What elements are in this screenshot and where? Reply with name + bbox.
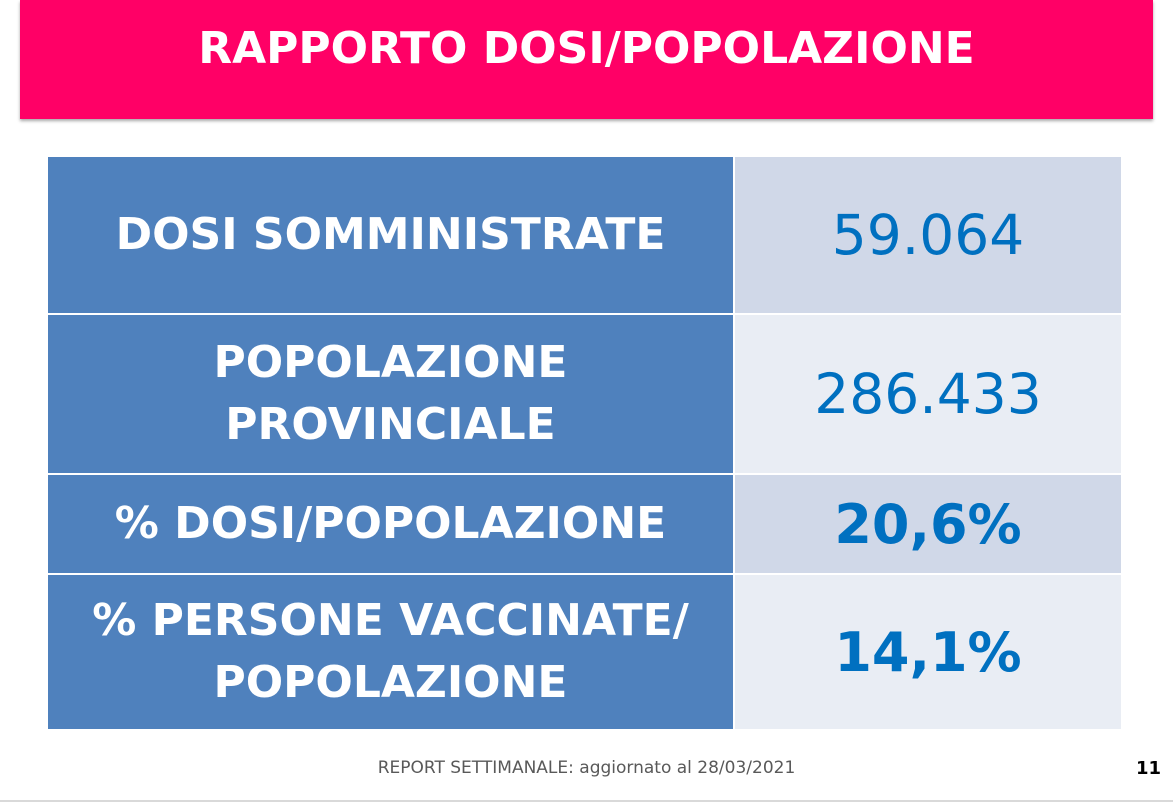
- page-title: RAPPORTO DOSI/POPOLAZIONE: [198, 23, 975, 74]
- table-row-dosi-somministrate: [47, 156, 1122, 314]
- title-bar: [20, 0, 1153, 119]
- row-value: 20,6%: [834, 492, 1022, 556]
- row-value: 286.433: [814, 362, 1042, 426]
- value-cell: [734, 574, 1122, 730]
- value-cell: [734, 474, 1122, 574]
- row-label-line-1: % PERSONE VACCINATE/: [92, 595, 689, 646]
- row-label-line-1: POPOLAZIONE: [213, 337, 568, 388]
- stats-table: [46, 155, 1123, 731]
- value-cell: [734, 314, 1122, 474]
- label-cell: [47, 156, 734, 314]
- bottom-divider: [0, 800, 1173, 802]
- row-label-line-2: POPOLAZIONE: [213, 657, 568, 708]
- table-row-dosi-popolazione: [47, 474, 1122, 574]
- row-value: 59.064: [831, 203, 1025, 267]
- value-cell: [734, 156, 1122, 314]
- label-cell: [47, 474, 734, 574]
- row-label: DOSI SOMMINISTRATE: [115, 209, 666, 260]
- table-row-popolazione-provinciale: [47, 314, 1122, 474]
- page-number: 11: [1135, 758, 1161, 779]
- row-value: 14,1%: [834, 620, 1022, 684]
- footer-text: REPORT SETTIMANALE: aggiornato al 28/03/2021: [377, 758, 796, 778]
- label-cell: [47, 574, 734, 730]
- row-label-line-2: PROVINCIALE: [225, 399, 556, 450]
- row-label: % DOSI/POPOLAZIONE: [114, 498, 667, 549]
- label-cell: [47, 314, 734, 474]
- table-row-persone-vaccinate: [47, 574, 1122, 730]
